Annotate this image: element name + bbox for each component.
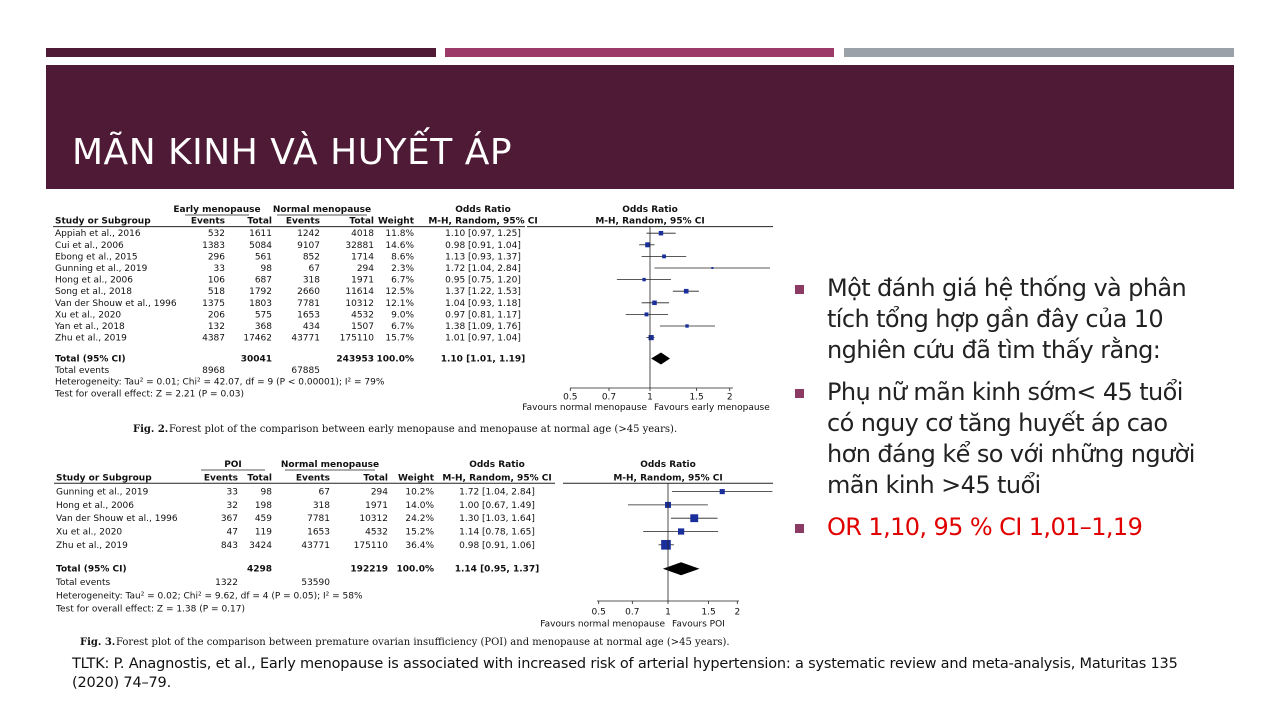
fig1-point-estimate xyxy=(662,254,666,258)
bullet-text: Một đánh giá hệ thống và phân tích tổng hợp gần đây của 10 nghiên cứu đã tìm thấy rằng: xyxy=(827,274,1187,364)
fig1-group2-header: Normal menopause xyxy=(272,205,372,215)
bullet-list xyxy=(795,273,1215,554)
fig1-total1-value: 561 xyxy=(254,252,272,263)
accent-bar-3 xyxy=(844,48,1234,57)
fig1-events2-value: 318 xyxy=(302,275,320,286)
fig1-plot-or-header: Odds Ratio xyxy=(622,205,678,215)
fig2-total2-value: 4532 xyxy=(365,527,388,538)
fig2-x-tick-label: 1 xyxy=(665,607,671,618)
fig2-x-tick-label: 2 xyxy=(734,607,741,618)
fig1-study-name: Zhu et al., 2019 xyxy=(55,333,127,344)
fig1-weight-value: 2.3% xyxy=(391,264,414,274)
fig1-events2-value: 43771 xyxy=(291,333,320,344)
fig1-study-name: Cui et al., 2006 xyxy=(55,240,124,251)
fig1-total2-value: 1971 xyxy=(351,275,374,286)
fig1-weight-value: 6.7% xyxy=(391,322,414,332)
fig1-total2-value: 4532 xyxy=(351,310,374,321)
fig1-x-tick-label: 0.7 xyxy=(601,392,617,403)
bullet-text: OR 1,10, 95 % CI 1,01–1,19 xyxy=(827,513,1143,541)
fig1-point-estimate xyxy=(652,301,657,306)
fig2-point-estimate xyxy=(720,489,725,494)
fig1-total2-sum: 243953 xyxy=(336,354,374,365)
fig1-study-name: Gunning et al., 2019 xyxy=(55,264,148,274)
fig2-events1-value: 32 xyxy=(226,500,238,511)
fig2-weight-value: 24.2% xyxy=(405,514,434,525)
fig1-favours-left: Favours normal menopause xyxy=(522,403,647,414)
fig2-ci-value: 1.14 [0.78, 1.65] xyxy=(459,527,535,538)
fig1-total2-value: 32881 xyxy=(345,240,374,251)
fig2-or-header: Odds Ratio xyxy=(469,460,525,470)
fig1-events2-value: 9107 xyxy=(297,240,320,251)
fig1-total-diamond xyxy=(651,352,670,364)
fig2-total2-value: 10312 xyxy=(359,514,388,525)
fig1-total1-value: 5084 xyxy=(249,240,272,251)
fig2-caption-number: Fig. 3. xyxy=(80,637,116,648)
fig2-weight-value: 15.2% xyxy=(405,527,434,538)
fig1-col-study: Study or Subgroup xyxy=(55,216,151,227)
fig1-total1-value: 1803 xyxy=(249,298,272,309)
fig1-x-tick-label: 0.5 xyxy=(563,392,578,403)
fig2-total-label: Total (95% CI) xyxy=(56,564,127,575)
fig2-events1-sum: 1322 xyxy=(215,578,238,589)
fig1-study-name: Ebong et al., 2015 xyxy=(55,252,138,263)
fig2-events2-value: 7781 xyxy=(307,514,330,525)
fig1-events1-value: 1375 xyxy=(202,298,225,309)
fig1-ci-value: 1.37 [1.22, 1.53] xyxy=(445,287,521,298)
fig1-col-events1: Events xyxy=(190,216,225,227)
fig1-events1-value: 4387 xyxy=(202,333,225,344)
fig1-point-estimate xyxy=(685,324,688,327)
fig2-ci-value: 1.00 [0.67, 1.49] xyxy=(459,500,535,511)
fig2-point-estimate xyxy=(678,528,684,534)
fig1-favours-right: Favours early menopause xyxy=(654,403,770,414)
fig1-weight-value: 6.7% xyxy=(391,275,414,286)
reference-citation: TLTK: P. Anagnostis, et al., Early menopause is associated with increased risk of arterial hypertension: a systematic review and meta-analysis, Maturitas 135 (2020) 74–79. xyxy=(72,656,1178,691)
fig1-study-name: Xu et al., 2020 xyxy=(55,310,122,321)
fig1-events1-value: 1383 xyxy=(202,240,225,251)
fig1-col-total2: Total xyxy=(349,216,374,227)
fig1-total1-value: 687 xyxy=(254,275,272,286)
fig2-group1-header: POI xyxy=(224,460,242,470)
fig2-events2-value: 67 xyxy=(318,487,330,498)
fig2-study-name: Zhu et al., 2019 xyxy=(56,540,128,551)
fig1-ci-value: 0.97 [0.81, 1.17] xyxy=(445,310,521,321)
fig2-col-total1: Total xyxy=(247,473,272,484)
fig1-events2-value: 852 xyxy=(302,252,320,263)
fig1-total1-sum: 30041 xyxy=(240,354,272,365)
fig1-events1-value: 132 xyxy=(207,322,225,332)
fig1-total2-value: 294 xyxy=(356,264,374,274)
fig1-total2-value: 1507 xyxy=(351,322,374,332)
fig2-ci-value: 1.30 [1.03, 1.64] xyxy=(459,514,535,525)
bullet-text: Phụ nữ mãn kinh sớm< 45 tuổi có nguy cơ tăng huyết áp cao hơn đáng kể so với những người mãn kinh >45 tuổi xyxy=(827,378,1195,499)
fig1-point-estimate xyxy=(684,289,689,294)
fig1-plot-col-ci: M-H, Random, 95% CI xyxy=(595,216,705,227)
fig1-overall-effect: Test for overall effect: Z = 2.21 (P = 0.03) xyxy=(55,389,244,400)
fig2-total1-value: 98 xyxy=(260,487,272,498)
fig2-group2-header: Normal menopause xyxy=(280,460,380,470)
fig1-events2-value: 1653 xyxy=(297,310,320,321)
fig2-ci-value: 1.72 [1.04, 2.84] xyxy=(459,487,535,498)
fig2-events-label: Total events xyxy=(56,578,111,589)
fig2-total1-value: 119 xyxy=(254,527,272,538)
fig1-total1-value: 98 xyxy=(260,264,272,274)
fig1-weight-value: 14.6% xyxy=(385,240,414,251)
fig2-total2-value: 1971 xyxy=(365,500,388,511)
bullet-marker xyxy=(795,285,804,294)
fig1-point-estimate xyxy=(645,312,649,316)
fig1-total2-value: 10312 xyxy=(345,298,374,309)
fig2-weight-value: 14.0% xyxy=(405,500,434,511)
fig2-x-tick-label: 0.5 xyxy=(591,607,606,618)
fig2-plot-or-header: Odds Ratio xyxy=(640,460,696,470)
fig1-point-estimate xyxy=(642,278,645,281)
fig1-study-name: Song et al., 2018 xyxy=(55,287,132,298)
fig2-total1-sum: 4298 xyxy=(246,564,272,575)
fig2-study-name: Xu et al., 2020 xyxy=(56,527,123,538)
fig1-ci-value: 1.01 [0.97, 1.04] xyxy=(445,333,521,344)
fig1-ci-value: 1.10 [0.97, 1.25] xyxy=(445,229,521,240)
fig1-ci-value: 1.72 [1.04, 2.84] xyxy=(445,264,521,274)
fig1-total1-value: 17462 xyxy=(243,333,272,344)
fig1-ci-value: 0.95 [0.75, 1.20] xyxy=(445,275,521,286)
fig1-weight-value: 15.7% xyxy=(385,333,414,344)
fig1-study-name: Yan et al., 2018 xyxy=(55,322,125,332)
fig2-overall-effect: Test for overall effect: Z = 1.38 (P = 0.17) xyxy=(56,604,245,615)
fig1-weight-value: 12.1% xyxy=(385,298,414,309)
fig2-events1-value: 843 xyxy=(220,540,238,551)
fig1-col-total1: Total xyxy=(247,216,272,227)
fig2-weight-value: 10.2% xyxy=(405,487,434,498)
fig1-weight-value: 11.8% xyxy=(385,229,414,240)
fig1-point-estimate xyxy=(645,242,650,247)
fig1-point-estimate xyxy=(649,335,654,340)
fig1-point-estimate xyxy=(659,231,663,235)
fig2-heterogeneity: Heterogeneity: Tau² = 0.02; Chi² = 9.62, df = 4 (P = 0.05); I² = 58% xyxy=(56,591,363,602)
fig2-favours-right: Favours POI xyxy=(672,619,725,630)
fig1-ci-value: 1.38 [1.09, 1.76] xyxy=(445,322,521,332)
fig2-caption-text: Forest plot of the comparison between premature ovarian insufficiency (POI) and menopause at normal age (>45 years). xyxy=(116,637,730,648)
fig2-x-tick-label: 1.5 xyxy=(701,607,716,618)
fig1-events2-sum: 67885 xyxy=(291,366,320,377)
fig1-study-name: Appiah et al., 2016 xyxy=(55,229,141,240)
fig1-caption-text: Forest plot of the comparison between early menopause and menopause at normal age (>45 years). xyxy=(169,424,678,435)
fig2-total1-value: 3424 xyxy=(249,540,272,551)
fig1-ci-value: 0.98 [0.91, 1.04] xyxy=(445,240,521,251)
fig1-total-ci: 1.10 [1.01, 1.19] xyxy=(440,354,526,365)
fig1-x-tick-label: 1 xyxy=(647,392,653,403)
fig1-col-ci: M-H, Random, 95% CI xyxy=(428,216,538,227)
fig2-favours-left: Favours normal menopause xyxy=(540,619,665,630)
fig2-weight-value: 36.4% xyxy=(405,540,434,551)
fig2-col-total2: Total xyxy=(363,473,388,484)
fig1-events2-value: 434 xyxy=(302,322,320,332)
fig2-total1-value: 198 xyxy=(254,500,272,511)
fig2-total-weight: 100.0% xyxy=(396,564,434,575)
fig1-events2-value: 7781 xyxy=(297,298,320,309)
fig2-point-estimate xyxy=(661,540,671,550)
fig2-col-study: Study or Subgroup xyxy=(56,473,152,484)
fig1-total2-value: 11614 xyxy=(345,287,374,298)
fig2-x-tick-label: 0.7 xyxy=(625,607,640,618)
fig1-total-label: Total (95% CI) xyxy=(55,354,126,365)
bullet-marker xyxy=(795,389,804,398)
fig2-point-estimate xyxy=(690,514,698,522)
fig1-total1-value: 368 xyxy=(254,322,272,332)
fig2-events1-value: 47 xyxy=(226,527,238,538)
bullet-item xyxy=(795,377,1215,501)
fig1-point-estimate xyxy=(711,267,713,269)
fig1-weight-value: 9.0% xyxy=(391,310,414,321)
fig2-events2-value: 43771 xyxy=(301,540,330,551)
fig1-x-tick-label: 2 xyxy=(726,392,733,403)
fig2-col-ci: M-H, Random, 95% CI xyxy=(442,473,552,484)
fig2-events1-value: 33 xyxy=(226,487,238,498)
fig1-events1-value: 206 xyxy=(207,310,225,321)
fig2-total2-sum: 192219 xyxy=(350,564,388,575)
fig1-events1-value: 296 xyxy=(207,252,225,263)
fig1-total1-value: 575 xyxy=(254,310,272,321)
fig1-heterogeneity: Heterogeneity: Tau² = 0.01; Chi² = 42.07, df = 9 (P < 0.00001); I² = 79% xyxy=(55,377,385,388)
fig2-events2-value: 1653 xyxy=(307,527,330,538)
fig1-x-tick-label: 1.5 xyxy=(689,392,704,403)
fig1-events1-value: 33 xyxy=(213,264,225,274)
bullet-item-highlight xyxy=(795,512,1215,543)
fig1-study-name: Hong et al., 2006 xyxy=(55,275,133,286)
bullet-item xyxy=(795,273,1215,366)
fig2-col-weight: Weight xyxy=(398,473,434,484)
fig2-study-name: Van der Shouw et al., 1996 xyxy=(56,514,178,525)
fig1-events2-value: 2660 xyxy=(297,287,320,298)
fig2-ci-value: 0.98 [0.91, 1.06] xyxy=(459,540,535,551)
fig1-weight-value: 12.5% xyxy=(385,287,414,298)
fig1-total2-value: 4018 xyxy=(351,229,374,240)
fig2-col-events1: Events xyxy=(203,473,238,484)
fig1-group1-header: Early menopause xyxy=(173,205,261,215)
fig1-total1-value: 1792 xyxy=(249,287,272,298)
fig1-or-header: Odds Ratio xyxy=(455,205,511,215)
fig2-total1-value: 459 xyxy=(254,514,272,525)
fig1-ci-value: 1.04 [0.93, 1.18] xyxy=(445,298,521,309)
fig2-col-events2: Events xyxy=(295,473,330,484)
fig1-study-name: Van der Shouw et al., 1996 xyxy=(55,298,177,309)
fig2-study-name: Hong et al., 2006 xyxy=(56,500,134,511)
fig2-events2-sum: 53590 xyxy=(301,578,330,589)
fig2-events2-value: 318 xyxy=(312,500,330,511)
fig1-total2-value: 1714 xyxy=(351,252,374,263)
fig1-weight-value: 8.6% xyxy=(391,252,414,263)
fig1-ci-value: 1.13 [0.93, 1.37] xyxy=(445,252,521,263)
fig1-events-label: Total events xyxy=(55,366,110,377)
fig1-events2-value: 67 xyxy=(308,264,320,274)
fig2-total2-value: 294 xyxy=(370,487,388,498)
fig1-events1-sum: 8968 xyxy=(202,366,225,377)
fig1-col-weight: Weight xyxy=(378,216,414,227)
fig1-caption-number: Fig. 2. xyxy=(133,424,169,435)
slide-title: MÃN KINH VÀ HUYẾT ÁP xyxy=(72,132,513,173)
fig2-study-name: Gunning et al., 2019 xyxy=(56,487,149,498)
fig1-events1-value: 106 xyxy=(207,275,225,286)
fig1-events1-value: 532 xyxy=(207,229,225,240)
bullet-marker xyxy=(795,524,804,533)
fig2-total-ci: 1.14 [0.95, 1.37] xyxy=(454,564,540,575)
fig2-total2-value: 175110 xyxy=(353,540,388,551)
fig2-events1-value: 367 xyxy=(220,514,238,525)
fig1-col-events2: Events xyxy=(285,216,320,227)
fig1-total-weight: 100.0% xyxy=(376,354,414,365)
fig2-plot-col-ci: M-H, Random, 95% CI xyxy=(613,473,723,484)
fig1-events1-value: 518 xyxy=(207,287,225,298)
fig1-events2-value: 1242 xyxy=(297,229,320,240)
fig1-total2-value: 175110 xyxy=(339,333,374,344)
fig1-total1-value: 1611 xyxy=(249,229,272,240)
